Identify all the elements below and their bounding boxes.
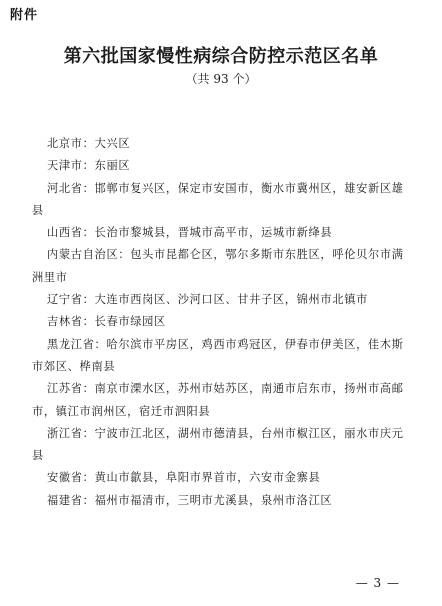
entry-areas: 哈尔滨市平房区，鸡西市鸡冠区，伊春市伊美区，佳木斯市郊区、桦南县 (32, 337, 404, 373)
entry-province: 安徽省： (47, 471, 95, 485)
list-entry (32, 334, 412, 379)
entry-areas: 长治市黎城县，晋城市高平市，运城市新绛县 (94, 226, 333, 240)
list-entry (32, 178, 412, 223)
entry-areas: 宁波市江北区，湖州市德清县，台州市椒江区，丽水市庆元县 (32, 426, 404, 463)
entry-province: 北京市： (47, 137, 95, 150)
list-entry (32, 467, 412, 489)
entry-areas: 福州市福清市，三明市尤溪县，泉州市洛江区 (94, 493, 333, 507)
entry-areas: 南京市溧水区，苏州市姑苏区，南通市启东市，扬州市高邮市，镇江市润州区，宿迁市泗阳县 (32, 382, 404, 418)
entry-areas: 大连市西岗区、沙河口区、甘井子区，锦州市北镇市 (94, 293, 368, 307)
entry-areas: 黄山市歙县，阜阳市界首市，六安市金寨县 (94, 471, 321, 485)
list-entry (32, 289, 412, 311)
entry-province: 山西省： (47, 226, 95, 240)
entry-province: 吉林省： (47, 315, 95, 329)
entry-province: 天津市： (47, 159, 95, 173)
list-entry (32, 490, 412, 512)
list-entry (32, 311, 412, 333)
entry-province: 内蒙古自治区： (47, 248, 131, 262)
entry-areas: 长春市绿园区 (94, 315, 166, 329)
entry-province: 江苏省： (47, 382, 95, 396)
document-title: 第六批国家慢性病综合防控示范区名单 (63, 46, 379, 67)
list-entry (32, 423, 412, 468)
list-entry (32, 378, 412, 423)
entry-areas: 邯郸市复兴区，保定市安国市，衡水市冀州区，雄安新区雄县 (32, 181, 404, 217)
list-entry (32, 155, 412, 177)
entry-province: 福建省： (47, 493, 95, 507)
list-entry (32, 244, 412, 289)
entry-areas: 东丽区 (94, 159, 131, 173)
page-number: — 3 — (355, 576, 400, 590)
attachment-label: 附件 (10, 8, 39, 23)
document-subtitle: （共 93 个） (185, 72, 257, 86)
entry-areas: 包头市昆都仑区，鄂尔多斯市东胜区，呼伦贝尔市满洲里市 (32, 248, 404, 284)
list-entry (32, 133, 412, 155)
list-entry (32, 222, 412, 244)
demonstration-area-list (32, 133, 412, 512)
entry-province: 黑龙江省： (47, 337, 107, 351)
entry-province: 河北省： (47, 181, 95, 195)
entry-province: 辽宁省： (47, 293, 95, 307)
entry-province: 浙江省： (47, 426, 95, 440)
entry-areas: 大兴区 (94, 137, 131, 150)
